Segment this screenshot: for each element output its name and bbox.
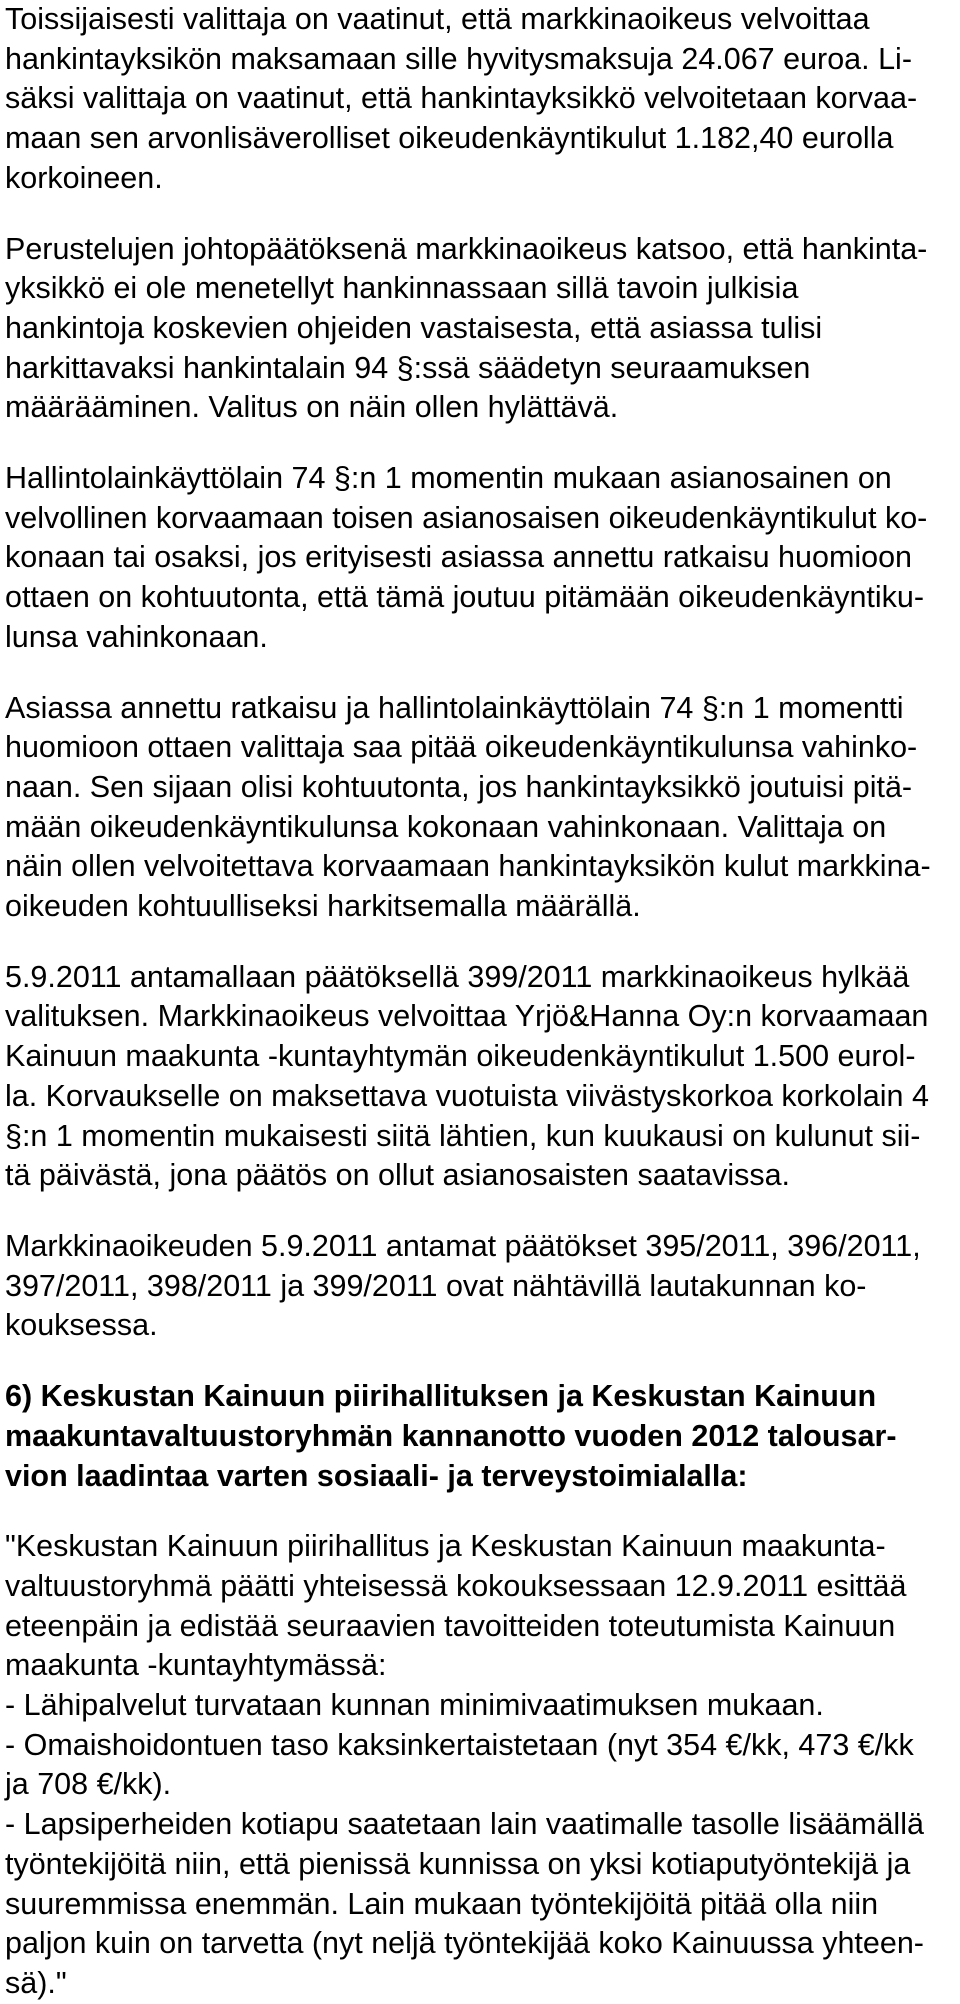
text-line: maakunta -kuntayhtymässä:: [5, 1648, 387, 1683]
text-line: 397/2011, 398/2011 ja 399/2011 ovat nähtävillä lautakunnan ko-: [5, 1268, 867, 1303]
quoted-statement: [5, 1527, 955, 2003]
text-line: näin ollen velvoitettava korvaamaan hankintayksikön kulut markkina-: [5, 849, 931, 884]
paragraph-spacer: [5, 1346, 955, 1377]
paragraph-spacer: [5, 1196, 955, 1227]
paragraph-spacer: [5, 927, 955, 958]
text-line: mään oikeudenkäyntikulunsa kokonaan vahinkonaan. Valittaja on: [5, 809, 887, 844]
text-line: valtuustoryhmä päätti yhteisessä kokouksessaan 12.9.2011 esittää: [5, 1568, 907, 1603]
text-line: huomioon ottaen valittaja saa pitää oikeudenkäyntikulunsa vahinko-: [5, 730, 918, 765]
text-line: maan sen arvonlisäverolliset oikeudenkäyntikulut 1.182,40 eurolla: [5, 121, 894, 156]
text-line: Markkinaoikeuden 5.9.2011 antamat päätökset 395/2011, 396/2011,: [5, 1228, 921, 1263]
text-line: ottaen on kohtuutonta, että tämä joutuu pitämään oikeudenkäyntiku-: [5, 580, 925, 615]
text-line: tä päivästä, jona päätös on ollut asianosaisten saatavissa.: [5, 1158, 791, 1193]
paragraph-decisions-available: [5, 1227, 955, 1346]
paragraph-spacer: [5, 199, 955, 230]
text-line: valituksen. Markkinaoikeus velvoittaa Yrjö&Hanna Oy:n korvaamaan: [5, 999, 929, 1034]
text-line: korkoineen.: [5, 160, 163, 195]
paragraph-costs-decision: [5, 689, 955, 927]
text-line: lunsa vahinkonaan.: [5, 619, 268, 654]
text-line: konaan tai osaksi, jos erityisesti asiassa annettu ratkaisu huomioon: [5, 540, 913, 575]
text-line: hankintayksikön maksamaan sille hyvitysmaksuja 24.067 euroa. Li-: [5, 41, 912, 76]
text-line: eteenpäin ja edistää seuraavien tavoitteiden toteutumista Kainuun: [5, 1608, 896, 1643]
text-line: kouksessa.: [5, 1308, 158, 1343]
paragraph-spacer: [5, 428, 955, 459]
text-line: Kainuun maakunta -kuntayhtymän oikeudenkäyntikulut 1.500 eurol-: [5, 1039, 916, 1074]
text-line: naan. Sen sijaan olisi kohtuutonta, jos hankintayksikkö joutuisi pitä-: [5, 769, 913, 804]
text-line: paljon kuin on tarvetta (nyt neljä työntekijää koko Kainuussa yhteen-: [5, 1926, 924, 1961]
text-line: "Keskustan Kainuun piirihallitus ja Keskustan Kainuun maakunta-: [5, 1529, 886, 1564]
text-line: Toissijaisesti valittaja on vaatinut, että markkinaoikeus velvoittaa: [5, 2, 870, 36]
text-line: sä).": [5, 1965, 67, 2000]
text-line: la. Korvaukselle on maksettava vuotuista viivästyskorkoa korkolain 4: [5, 1078, 929, 1113]
heading-line: maakuntavaltuustoryhmän kannanotto vuoden 2012 talousar-: [5, 1418, 897, 1453]
section-heading: [5, 1377, 955, 1496]
list-item: - Lapsiperheiden kotiapu saatetaan lain vaatimalle tasolle lisäämällä: [5, 1807, 924, 1842]
paragraph-ruling: [5, 958, 955, 1196]
text-line: Perustelujen johtopäätöksenä markkinaoikeus katsoo, että hankinta-: [5, 231, 928, 266]
text-line: Asiassa annettu ratkaisu ja hallintolainkäyttölain 74 §:n 1 momentti: [5, 690, 904, 725]
text-line: hankintoja koskevien ohjeiden vastaisesta, että asiassa tulisi: [5, 310, 823, 345]
paragraph-spacer: [5, 1496, 955, 1527]
paragraph-spacer: [5, 658, 955, 689]
heading-line: vion laadintaa varten sosiaali- ja terveystoimialalla:: [5, 1458, 748, 1493]
heading-line: 6) Keskustan Kainuun piirihallituksen ja Keskustan Kainuun: [5, 1379, 877, 1414]
list-item: - Lähipalvelut turvataan kunnan minimivaatimuksen mukaan.: [5, 1688, 824, 1723]
text-line: oikeuden kohtuulliseksi harkitsemalla määrällä.: [5, 889, 641, 924]
text-line: 5.9.2011 antamallaan päätöksellä 399/2011 markkinaoikeus hylkää: [5, 959, 910, 994]
text-line: säksi valittaja on vaatinut, että hankintayksikkö velvoitetaan korvaa-: [5, 81, 918, 116]
document-page: [5, 0, 955, 2004]
paragraph-legal-basis: [5, 459, 955, 658]
text-line: Hallintolainkäyttölain 74 §:n 1 momentin mukaan asianosainen on: [5, 461, 892, 496]
paragraph-secondary-claim: [5, 0, 955, 199]
list-item: - Omaishoidontuen taso kaksinkertaistetaan (nyt 354 €/kk, 473 €/kk: [5, 1727, 914, 1762]
text-line: yksikkö ei ole menetellyt hankinnassaan sillä tavoin julkisia: [5, 271, 799, 306]
text-line: harkittavaksi hankintalain 94 §:ssä säädetyn seuraamuksen: [5, 350, 811, 385]
text-line: suuremmissa enemmän. Lain mukaan työntekijöitä pitää olla niin: [5, 1886, 879, 1921]
text-line: ja 708 €/kk).: [5, 1767, 172, 1802]
text-line: työntekijöitä niin, että pienissä kunnissa on yksi kotiaputyöntekijä ja: [5, 1846, 911, 1881]
paragraph-reasoning: [5, 230, 955, 429]
text-line: velvollinen korvaamaan toisen asianosaisen oikeudenkäyntikulut ko-: [5, 500, 928, 535]
text-line: §:n 1 momentin mukaisesti siitä lähtien, kun kuukausi on kulunut sii-: [5, 1118, 921, 1153]
text-line: määrääminen. Valitus on näin ollen hylättävä.: [5, 390, 619, 425]
